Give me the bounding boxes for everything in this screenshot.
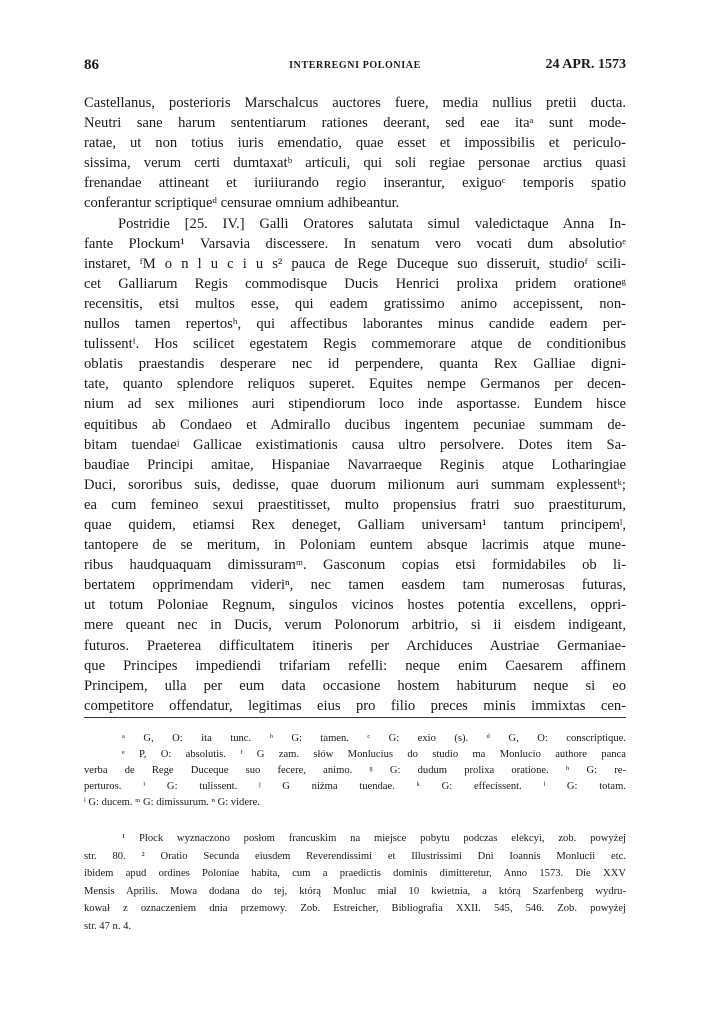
footnote-line: Mensis Aprilis. Mowa dodana do tej, którą Monluc miał 10 kwietnia, a którą Szarfenberg wydru-: [84, 885, 626, 897]
footnote-line: ¹ Płock wyznaczono posłom francuskim na miejsce pobytu podczas elekcyi, zob. powyżej: [122, 833, 626, 844]
apparatus-line: ᵉ P, O: absolutis. ᶠ G zam. słów Monlucius do studio ma Monlucio authore panca: [122, 749, 626, 760]
text-line: bertatem opprimendam videriⁿ, nec tamen easdem tam numerosas futuras,: [84, 577, 626, 594]
text-line: instaret, ᶠM o n l u c i u s² pauca de Rege Duceque suo disseruit, studioᶠ scili-: [84, 255, 626, 272]
text-line: Castellanus, posterioris Marschalcus auctores fuere, media nullius pretii ducta.: [84, 95, 626, 111]
apparatus-line: perturos. ⁱ G: tulissent. ʲ G niżma tuendae. ᵏ G: effecissent. ˡ G: totam.: [84, 781, 626, 792]
apparatus-line: ᵃ G, O: ita tunc. ᵇ G: tamen. ᶜ G: exio (s). ᵈ G, O: conscriptique.: [122, 733, 626, 744]
text-line: sissima, verum certi dumtaxatᵇ articuli, qui soli regiae personae arctius quasi: [84, 155, 626, 172]
text-line: Duci, sororibus suis, dedisse, quae duorum milionum auri summam explessentᵏ;: [84, 476, 626, 493]
text-line: equitibus ab Condaeo et Admirallo ducibus ingentem pecuniae summam de-: [84, 416, 626, 433]
text-line: oblatis praestandis desperare nec id perpendere, quanta Rex Galliae digni-: [84, 356, 626, 373]
text-line: ratae, ut non totius iuris emendatio, quae esset et impossibilis et periculo-: [84, 135, 626, 152]
text-line: recensitis, etsi multos esse, qui eadem gratissimo animo accepissent, non-: [84, 295, 626, 312]
footnote-line: kował z oznaczeniem dnia przemowy. Zob. Estreicher, Bibliografia XXII. 545, 546. Zob. powyżej: [84, 903, 626, 914]
text-line: tate, quanto splendore reliquos superet. Equites nempe Germanos per decen-: [84, 376, 626, 393]
text-line: ribus haudquaquam dimissuramᵐ. Gasconum copias etsi formidabiles ob li-: [84, 557, 626, 574]
text-line: competitore offendatur, legitimas eius pro filio preces minis immixtas cen-: [84, 697, 626, 714]
text-line: Postridie [25. IV.] Galli Oratores salutata simul valedictaque Anna In-: [118, 215, 626, 232]
text-line: que Principes impediendi trifariam refelli: neque enim Caesarem affinem: [84, 657, 626, 674]
text-line: ut totum Poloniae Regnum, singulos vicinos hostes potentia excellens, oppri-: [84, 597, 626, 614]
footnote-line: str. 47 n. 4.: [84, 920, 132, 932]
footnote-divider: [84, 717, 626, 718]
text-line: frenandae attineant et iuriiurando regio inserantur, exiguoᶜ temporis spatio: [84, 175, 626, 192]
text-line: cet Galliarum Regis commodisque Ducis Henrici prolixa pridem orationeᵍ: [84, 275, 626, 292]
text-line: bitam tuendaeʲ Gallicae existimationis causa ultro persolvere. Dotes item Sa-: [84, 436, 626, 453]
text-line: tulissentⁱ. Hos scilicet egestatem Regis commemorare atque de conditionibus: [84, 336, 626, 353]
text-line: Principem, ulla per eum data occasione hostem habiturum neque si eo: [84, 677, 626, 694]
footnotes: [84, 830, 626, 935]
page-number: 86: [84, 57, 99, 73]
text-line: Neutri sane harum sententiarum rationes deerant, sed eae itaᵃ sunt mode-: [84, 115, 626, 132]
text-line: baudiae Principi amitae, Hispaniae Navarraeque Reginis atque Lotharingiae: [84, 456, 626, 473]
main-text: [84, 93, 626, 716]
text-line: quae quidem, etiamsi Rex deneget, Galliam universam¹ tantum principemˡ,: [84, 516, 626, 533]
text-line: mere queant nec in Ducis, verum Polonorum arbitrio, si ii eisdem indigeant,: [84, 617, 626, 634]
apparatus-line: ˡ G: ducem. ᵐ G: dimissurum. ⁿ G: videre.: [84, 797, 260, 808]
running-title: INTERREGNI POLONIAE: [289, 60, 421, 71]
text-line: nium ad sex miliones auri stipendiorum loco inde asportasse. Eundem hisce: [84, 396, 626, 413]
text-line: futuros. Praeterea difficultatem itineris per Archiduces Austriae Germaniae-: [84, 637, 626, 654]
running-header: [84, 57, 626, 77]
text-line: ea cum femineo sexui praestitisset, multo propensius fratri suo praestiturum,: [84, 496, 626, 513]
footnote-line: str. 80. ² Oratio Secunda eiusdem Reverendissimi et Illustrissimi Dni Ioannis Monlucii etc.: [84, 850, 626, 862]
text-line: fante Plockum¹ Varsavia discessere. In senatum vero vocati dum absolutioᵉ: [84, 235, 626, 252]
apparatus-line: verba de Rege Duceque suo fecere, animo. ᵍ G: dudum prolixa oratione. ʰ G: re-: [84, 765, 626, 776]
text-line: tantopere de se meritum, in Poloniam euntem absque lacrimis atque mune-: [84, 537, 626, 554]
text-line: conferantur scriptiqueᵈ censurae omnium adhibeantur.: [84, 195, 400, 212]
text-line: nullos tamen repertosʰ, qui affectibus laborantes minus candide eadem per-: [84, 316, 626, 333]
apparatus-notes: [84, 731, 626, 811]
footnote-line: ibidem apud ordines Poloniae habita, cum a praedictis dominis dimitteretur, Anno 1573. Die XXV: [84, 868, 626, 879]
header-date: 24 APR. 1573: [545, 57, 626, 72]
